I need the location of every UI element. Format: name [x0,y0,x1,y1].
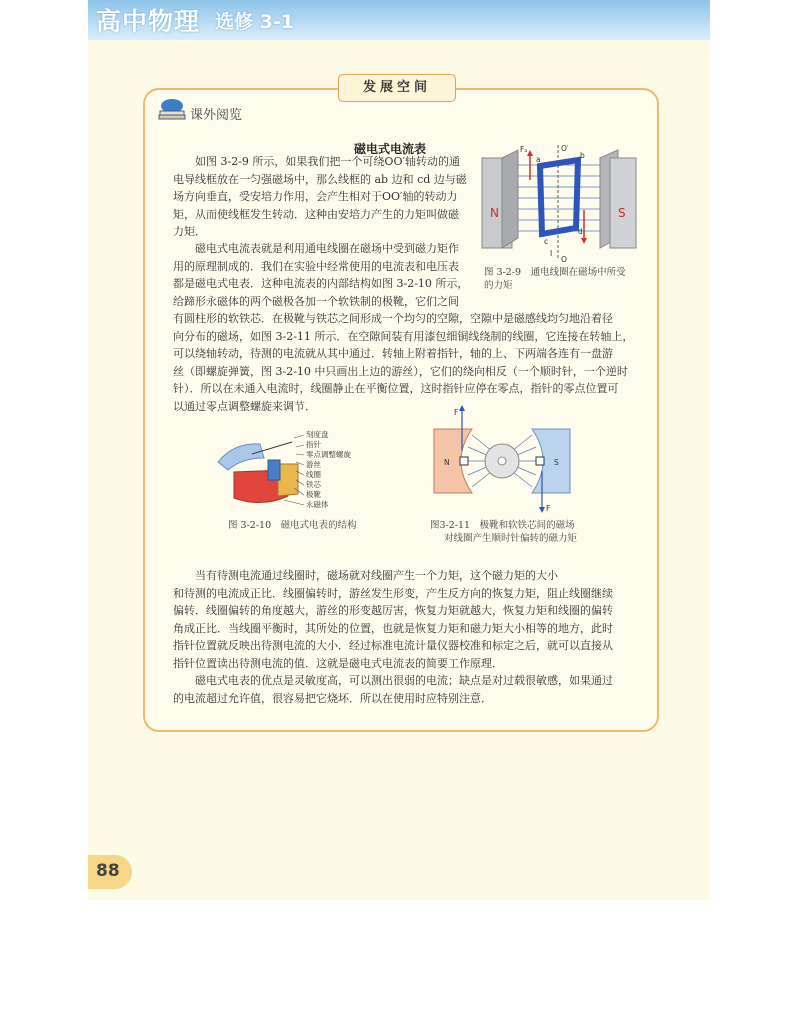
text-line: 磁电式电表的优点是灵敏度高，可以测出很弱的电流；缺点是对过载很敏感，如果通过 [195,674,613,687]
part-label-coil: 线圈 [306,470,321,479]
caption-line: 图3-2-11 极靴和软铁芯间的磁场 [430,520,575,531]
caption-line: 图 3-2-10 磁电式电表的结构 [228,520,357,531]
text-line: 指针位置读出待测电流的值．这就是磁电式电流表的简要工作原理． [173,656,503,670]
text-line: 以通过零点调整螺旋来调节． [173,399,316,413]
text-line: 角成正比．当线圈平衡时，其所处的位置，也就是恢复力矩和磁力矩大小相等的地方，此时 [173,621,613,635]
part-label-magnet: 永磁体 [306,500,329,509]
force-top-label: F [454,408,459,417]
paragraph-4 [173,672,643,707]
part-label-zero-screw: 零点调整螺旋 [306,450,351,459]
caption-line: 图 3-2-9 通电线圈在磁场中所受 [484,267,626,278]
part-label-pointer: 指针 [306,440,321,449]
paragraph-3 [173,567,643,673]
text-line: 用的原理制成的．我们在实验中经常使用的电流表和电压表 [173,259,459,273]
force-label: Fₐ [520,145,528,154]
book-title: 高中物理 [96,7,201,36]
magnet-n-label: N [490,206,499,220]
vertex-c-label: c [544,237,549,246]
part-label-core: 铁芯 [306,480,321,489]
paragraph-2 [173,240,473,310]
text-line: 场方向垂直，受安培力作用，会产生相对于OO′轴的转动力 [173,190,458,204]
text-line: 矩，从而使线框发生转动．这种由安培力产生的力矩叫做磁 [173,207,459,221]
axis-bottom-label: O [561,255,567,264]
part-label-hairspring: 游丝 [306,460,321,469]
text-line: 偏转．线圈偏转的角度越大，游丝的形变越厉害，恢复力矩就越大，恢复力矩和线圈的偏转 [173,604,613,618]
section-tag: 发展空间 [338,74,456,102]
text-line: 向分布的磁场，如图 3-2-11 所示．在空隙间装有用漆包细铜线绕制的线圈，它连接在转轴上， [173,329,634,343]
text-line: 力矩． [173,225,206,239]
current-label: I [550,249,553,258]
text-line: 可以绕轴转动，待测的电流就从其中通过．转轴上附着指针，轴的上、下两端各连有一盘游 [173,347,613,361]
text-line: 丝（即螺旋弹簧，图 3-2-10 中只画出上边的游丝），它们的绕向相反（一个顺时针，一个逆时 [173,364,628,378]
vertex-b-label: b [580,151,585,160]
text-line: 和待测的电流成正比．线圈偏转时，游丝发生形变，产生反方向的恢复力矩，阻止线圈继续 [173,586,613,600]
book-subtitle: 选修 3-1 [215,11,294,33]
caption-line: 的力矩 [484,280,513,291]
axis-top-label: O′ [561,144,569,153]
figure-3-2-10 [212,424,372,514]
figure-3-2-9-caption [484,266,644,292]
caption-line: 对线圈产生顺时针偏转的磁力矩 [444,533,578,544]
part-label-dial: 刻度盘 [306,430,329,439]
pole-n-label: N [444,458,450,467]
page-number-tab [88,855,132,889]
text-line: 有圆柱形的软铁芯．在极靴与铁芯之间形成一个均匀的空隙，空隙中是磁感线均匀地沿着径 [173,312,613,325]
text-line: 都是磁电式电表．这种电流表的内部结构如图 3-2-10 所示， [173,277,469,291]
text-line: 的电流超过允许值，很容易把它烧坏．所以在使用时应特别注意． [173,691,492,705]
paragraph-2-continued [173,310,643,416]
magnet-s-label: S [618,206,626,220]
text-line: 给蹄形永磁体的两个磁极各加一个软铁制的极靴，它们之间 [173,294,459,308]
page-number: 88 [96,861,120,881]
page-header [88,0,710,40]
figure-3-2-9 [478,140,640,265]
figure-3-2-11 [432,405,572,517]
paragraph-1 [173,153,473,241]
text-line: 如图 3-2-9 所示，如果我们把一个可绕OO′轴转动的通 [195,155,460,168]
article-title: 磁电式电流表 [354,142,427,156]
text-line: 当有待测电流通过线圈时，磁场就对线圈产生一个力矩，这个磁力矩的大小 [195,569,558,582]
part-label-pole-shoe: 极靴 [306,490,321,499]
text-line: 磁电式电流表就是利用通电线圈在磁场中受到磁力矩作 [195,242,459,255]
text-line: 指针位置就反映出待测电流的大小．经过标准电流计量仪器校准和标定之后，就可以直接从 [173,639,613,653]
text-line: 针）．所以在未通入电流时，线圈静止在平衡位置，这时指针应停在零点，指针的零点位置可 [173,382,619,396]
figure-3-2-10-caption [228,519,388,532]
text-line: 电导线框放在一匀强磁场中，那么线框的 ab 边和 cd 边与磁 [173,172,467,186]
force-bottom-label: F [546,504,551,513]
figure-3-2-11-caption [430,519,630,545]
vertex-d-label: d [578,227,583,236]
vertex-a-label: a [536,155,541,164]
badge-label: 课外阅览 [190,108,243,123]
book-stack-icon [156,98,188,122]
pole-s-label: S [554,458,559,467]
